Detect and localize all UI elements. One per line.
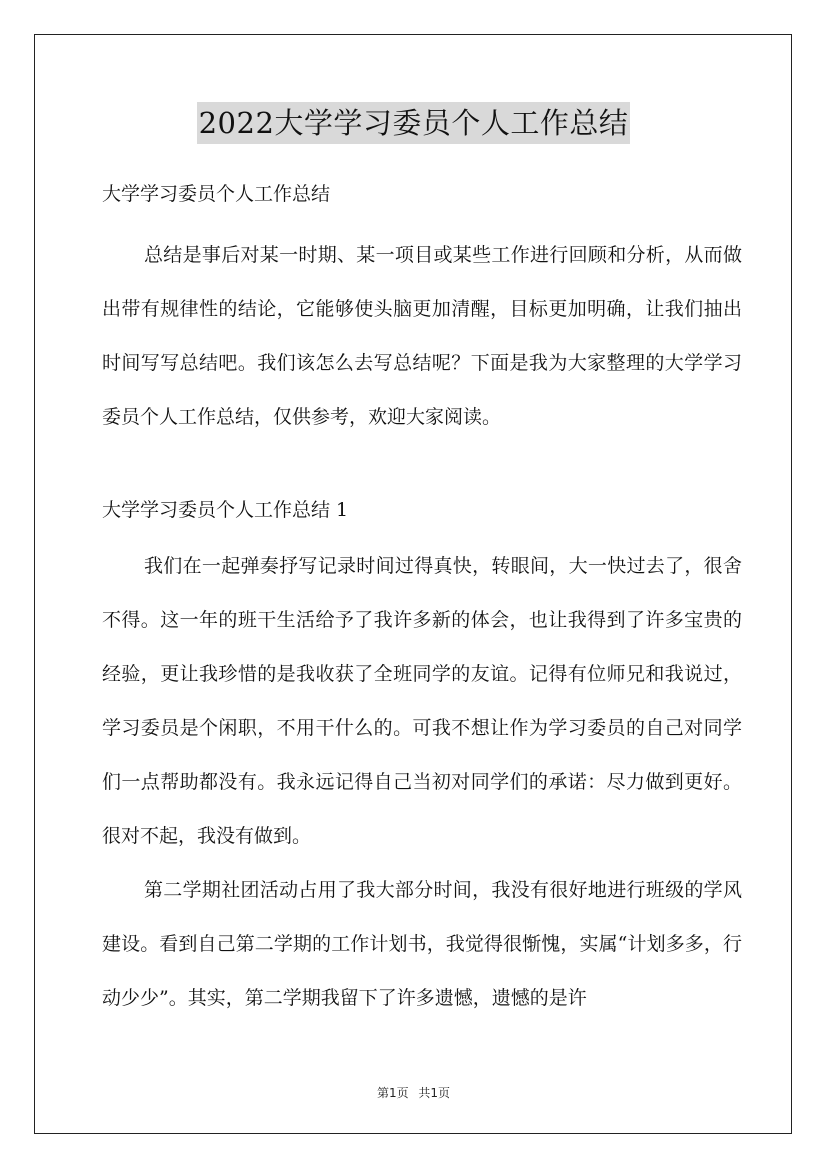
section-heading-1: 大学学习委员个人工作总结 1 [102,499,349,521]
section-1-paragraph-2: 第二学期社团活动占用了我大部分时间，我没有很好地进行班级的学风建设。看到自己第二学期的工作计划书，我觉得很惭愧，实属“计划多多，行动少少”。其实，第二学期我留下了许多遗憾，遗憾的是许 [102,879,742,1009]
page-number: 第1页 [376,1086,409,1100]
document-title [0,102,827,144]
document-title-text: 2022大学学习委员个人工作总结 [197,102,631,144]
intro-paragraph: 总结是事后对某一时期、某一项目或某些工作进行回顾和分析，从而做出带有规律性的结论，它能够使头脑更加清醒，目标更加明确，让我们抽出时间写写总结吧。我们该怎么去写总结呢？下面是我为大家整理的大学学习委员个人工作总结，仅供参考，欢迎大家阅读。 [102,244,742,428]
section-heading-intro: 大学学习委员个人工作总结 [102,183,331,205]
page-footer [0,1084,827,1101]
page-total: 共1页 [418,1086,451,1100]
document-body [102,175,742,1025]
section-1-paragraph-1: 我们在一起弹奏抒写记录时间过得真快，转眼间，大一快过去了，很舍不得。这一年的班干生活给予了我许多新的体会，也让我得到了许多宝贵的经验，更让我珍惜的是我收获了全班同学的友谊。记得有位师兄和我说过，学习委员是个闲职，不用干什么的。可我不想让作为学习委员的自己对同学们一点帮助都没有。我永远记得自己当初对同学们的承诺：尽力做到更好。很对不起，我没有做到。 [102,555,742,847]
